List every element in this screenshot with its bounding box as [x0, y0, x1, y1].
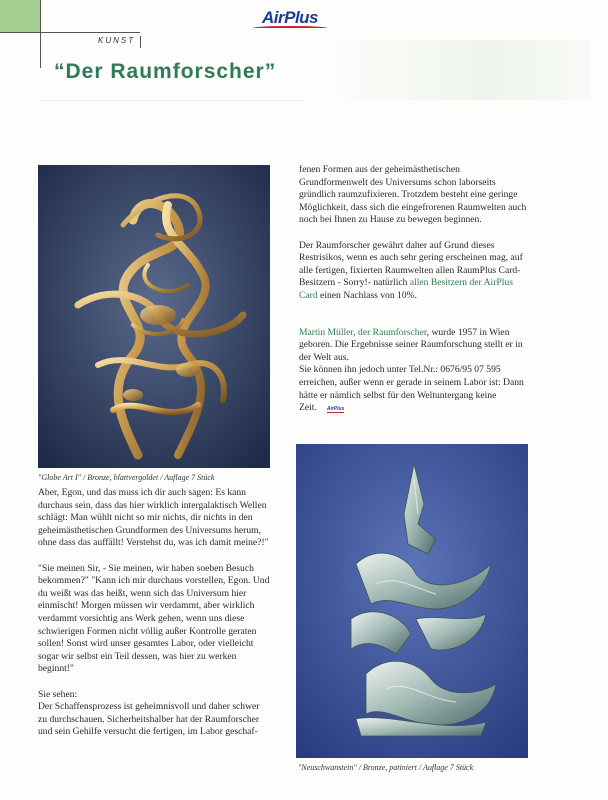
paragraph-intro: Sie sehen: [38, 688, 78, 700]
corner-accent [0, 0, 40, 32]
title-rule [40, 100, 305, 101]
caption-globe-art: "Globe Art I" / Bronze, blattvergoldet / Auflage 7 Stück [38, 473, 215, 482]
contact-paragraph [299, 364, 529, 415]
paragraph: Der Schaffensprozess ist geheimnisvoll und daher schwer zu durchschauen. Sicherheitshalber hat der Raumforscher und sein Gehilfe versucht die fertigen, im Labor geschaf- [38, 701, 260, 738]
paragraph [299, 240, 529, 303]
bio-text: , wurde 1957 in Wien geboren. Die Ergebnisse seiner Raumforschung stellt er in der Welt aus. [299, 326, 523, 363]
artist-name: Martin Müller, der Raumforscher [299, 326, 427, 338]
right-column [299, 164, 529, 416]
corner-vertical-rule [40, 0, 41, 68]
section-label-rule [140, 36, 141, 48]
sculpture-photo-patina [296, 444, 528, 758]
sculpture-photo-gold [38, 165, 270, 468]
paragraph: Aber, Egon, und das muss ich dir auch sagen: Es kann durchaus sein, dass das hier wirklich intergalaktisch Wellen schlägt: Man wühlt nicht so mir nichts, dir nichts in den geheimästhetischen Grundformen des Universums herum, ohne dass das auffällt! Verstehst du, was ich damit meine?!" [38, 487, 269, 549]
artist-bio [299, 327, 529, 365]
airplus-logo [250, 8, 330, 30]
corner-horizontal-rule [0, 32, 140, 33]
caption-neuschwanstein: "Neuschwanstein" / Bronze, patiniert / Auflage 7 Stück [298, 763, 474, 772]
section-label: KUNST [98, 36, 136, 45]
page-title: “Der Raumforscher” [54, 60, 277, 83]
logo-text: AirPlus [261, 8, 319, 27]
paragraph-text: Der Raumforscher gewährt daher auf Grund dieses Restrisikos, wenn es auch sehr gering erscheinen mag, auf alle fertigen, fixierten Raumwelten allen RaumPlus Card-Besitzern - Sorry!- natürlich [299, 239, 523, 289]
airplus-highlight: allen Besitzern der AirPlus Card [299, 277, 513, 301]
contact-text: Sie können ihn jedoch unter Tel.Nr.: 0676/95 07 595 erreichen, außer wenn er gerade in seinem Labor ist: Dann hätte er nämlich selbst für den Weltuntergang keine Zeit. [299, 364, 524, 414]
header-tint [330, 40, 590, 100]
paragraph: fenen Formen aus der geheimästhetischen Grundformenwelt des Universums schon laborseits gründlich raumzufixieren. Trotzdem besteht eine geringe Möglichkeit, dass sich die eingefrorenen Raumwelten auch noch bei Ihnen zu Hause zu bewegen beginnen. [299, 164, 527, 226]
left-column [38, 487, 270, 739]
paragraph: "Sie meinen Sir, - Sie meinen, wir haben soeben Besuch bekommen?" "Kann ich mir durchaus vorstellen, Egon. Und du weißt was das heißt, wenn sich das Universum hier einmischt! Morgen müssen wir verdammt, aber wirklich verdammt vorsichtig ans Werk gehen, wenn uns diese schwierigen Formen nicht völlig außer Kontrolle geraten sollen! Sonst wird unser gesamtes Labor, oder vielleicht sogar wir selbst ein Teil dessen, was hier zu werken beginnt!" [38, 562, 270, 675]
paragraph-text: einen Nachlass von 10%. [317, 289, 418, 301]
mini-airplus-logo: AirPlus [326, 406, 345, 413]
